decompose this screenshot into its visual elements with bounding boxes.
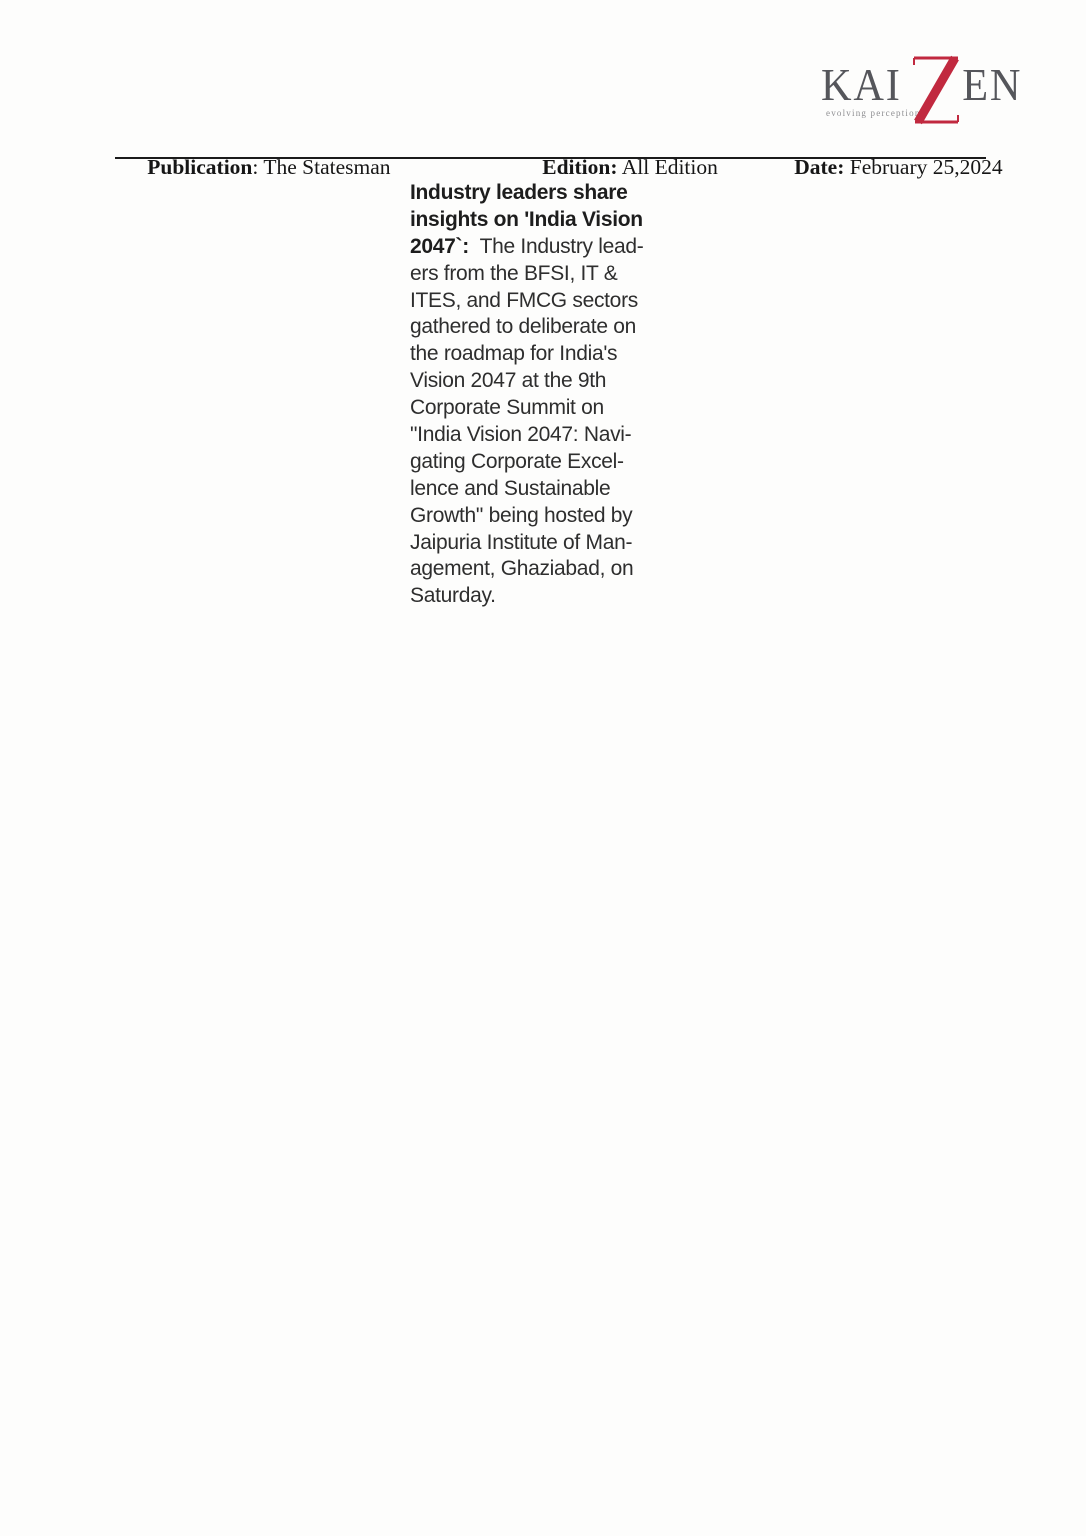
publication-label: Publication xyxy=(147,155,253,179)
article-line: gathered to deliberate on xyxy=(410,315,637,339)
article-line: lence and Sustainable xyxy=(410,476,611,500)
logo-text-en: EN xyxy=(961,59,1023,110)
article-line: gating Corporate Excel- xyxy=(410,449,624,473)
article-line: Corporate Summit on xyxy=(410,396,604,420)
publication-value: : The Statesman xyxy=(252,155,391,179)
article-clipping xyxy=(410,180,720,610)
article-line: Jaipuria Institute of Man- xyxy=(410,530,633,554)
article-line: ITES, and FMCG sectors xyxy=(410,288,638,312)
logo-z-icon xyxy=(906,52,964,133)
kaizen-logo xyxy=(821,52,1022,130)
article-line: Growth" being hosted by xyxy=(410,503,633,527)
article-line: agement, Ghaziabad, on xyxy=(410,557,634,581)
edition-label: Edition: xyxy=(542,155,618,179)
date-field xyxy=(762,130,1003,205)
publication-field xyxy=(115,130,391,205)
article-line: Saturday. xyxy=(410,584,496,608)
date-label: Date: xyxy=(794,155,845,179)
article-line: Industry leaders share xyxy=(410,181,628,204)
logo-text-kai: KAI xyxy=(821,59,902,110)
date-value: February 25,2024 xyxy=(844,155,1003,179)
edition-value: All Edition xyxy=(617,155,718,179)
meta-header-row xyxy=(115,130,1003,179)
article-line: Vision 2047 at the 9th xyxy=(410,369,607,393)
article-line: "India Vision 2047: Navi- xyxy=(410,423,632,447)
article-line: 2047`: The Industry lead- xyxy=(410,234,644,258)
article-line: insights on 'India Vision xyxy=(410,207,643,231)
article-line: the roadmap for India's xyxy=(410,342,618,366)
article-line: ers from the BFSI, IT & xyxy=(410,261,618,285)
logo-tagline: evolving perceptions xyxy=(826,108,926,118)
